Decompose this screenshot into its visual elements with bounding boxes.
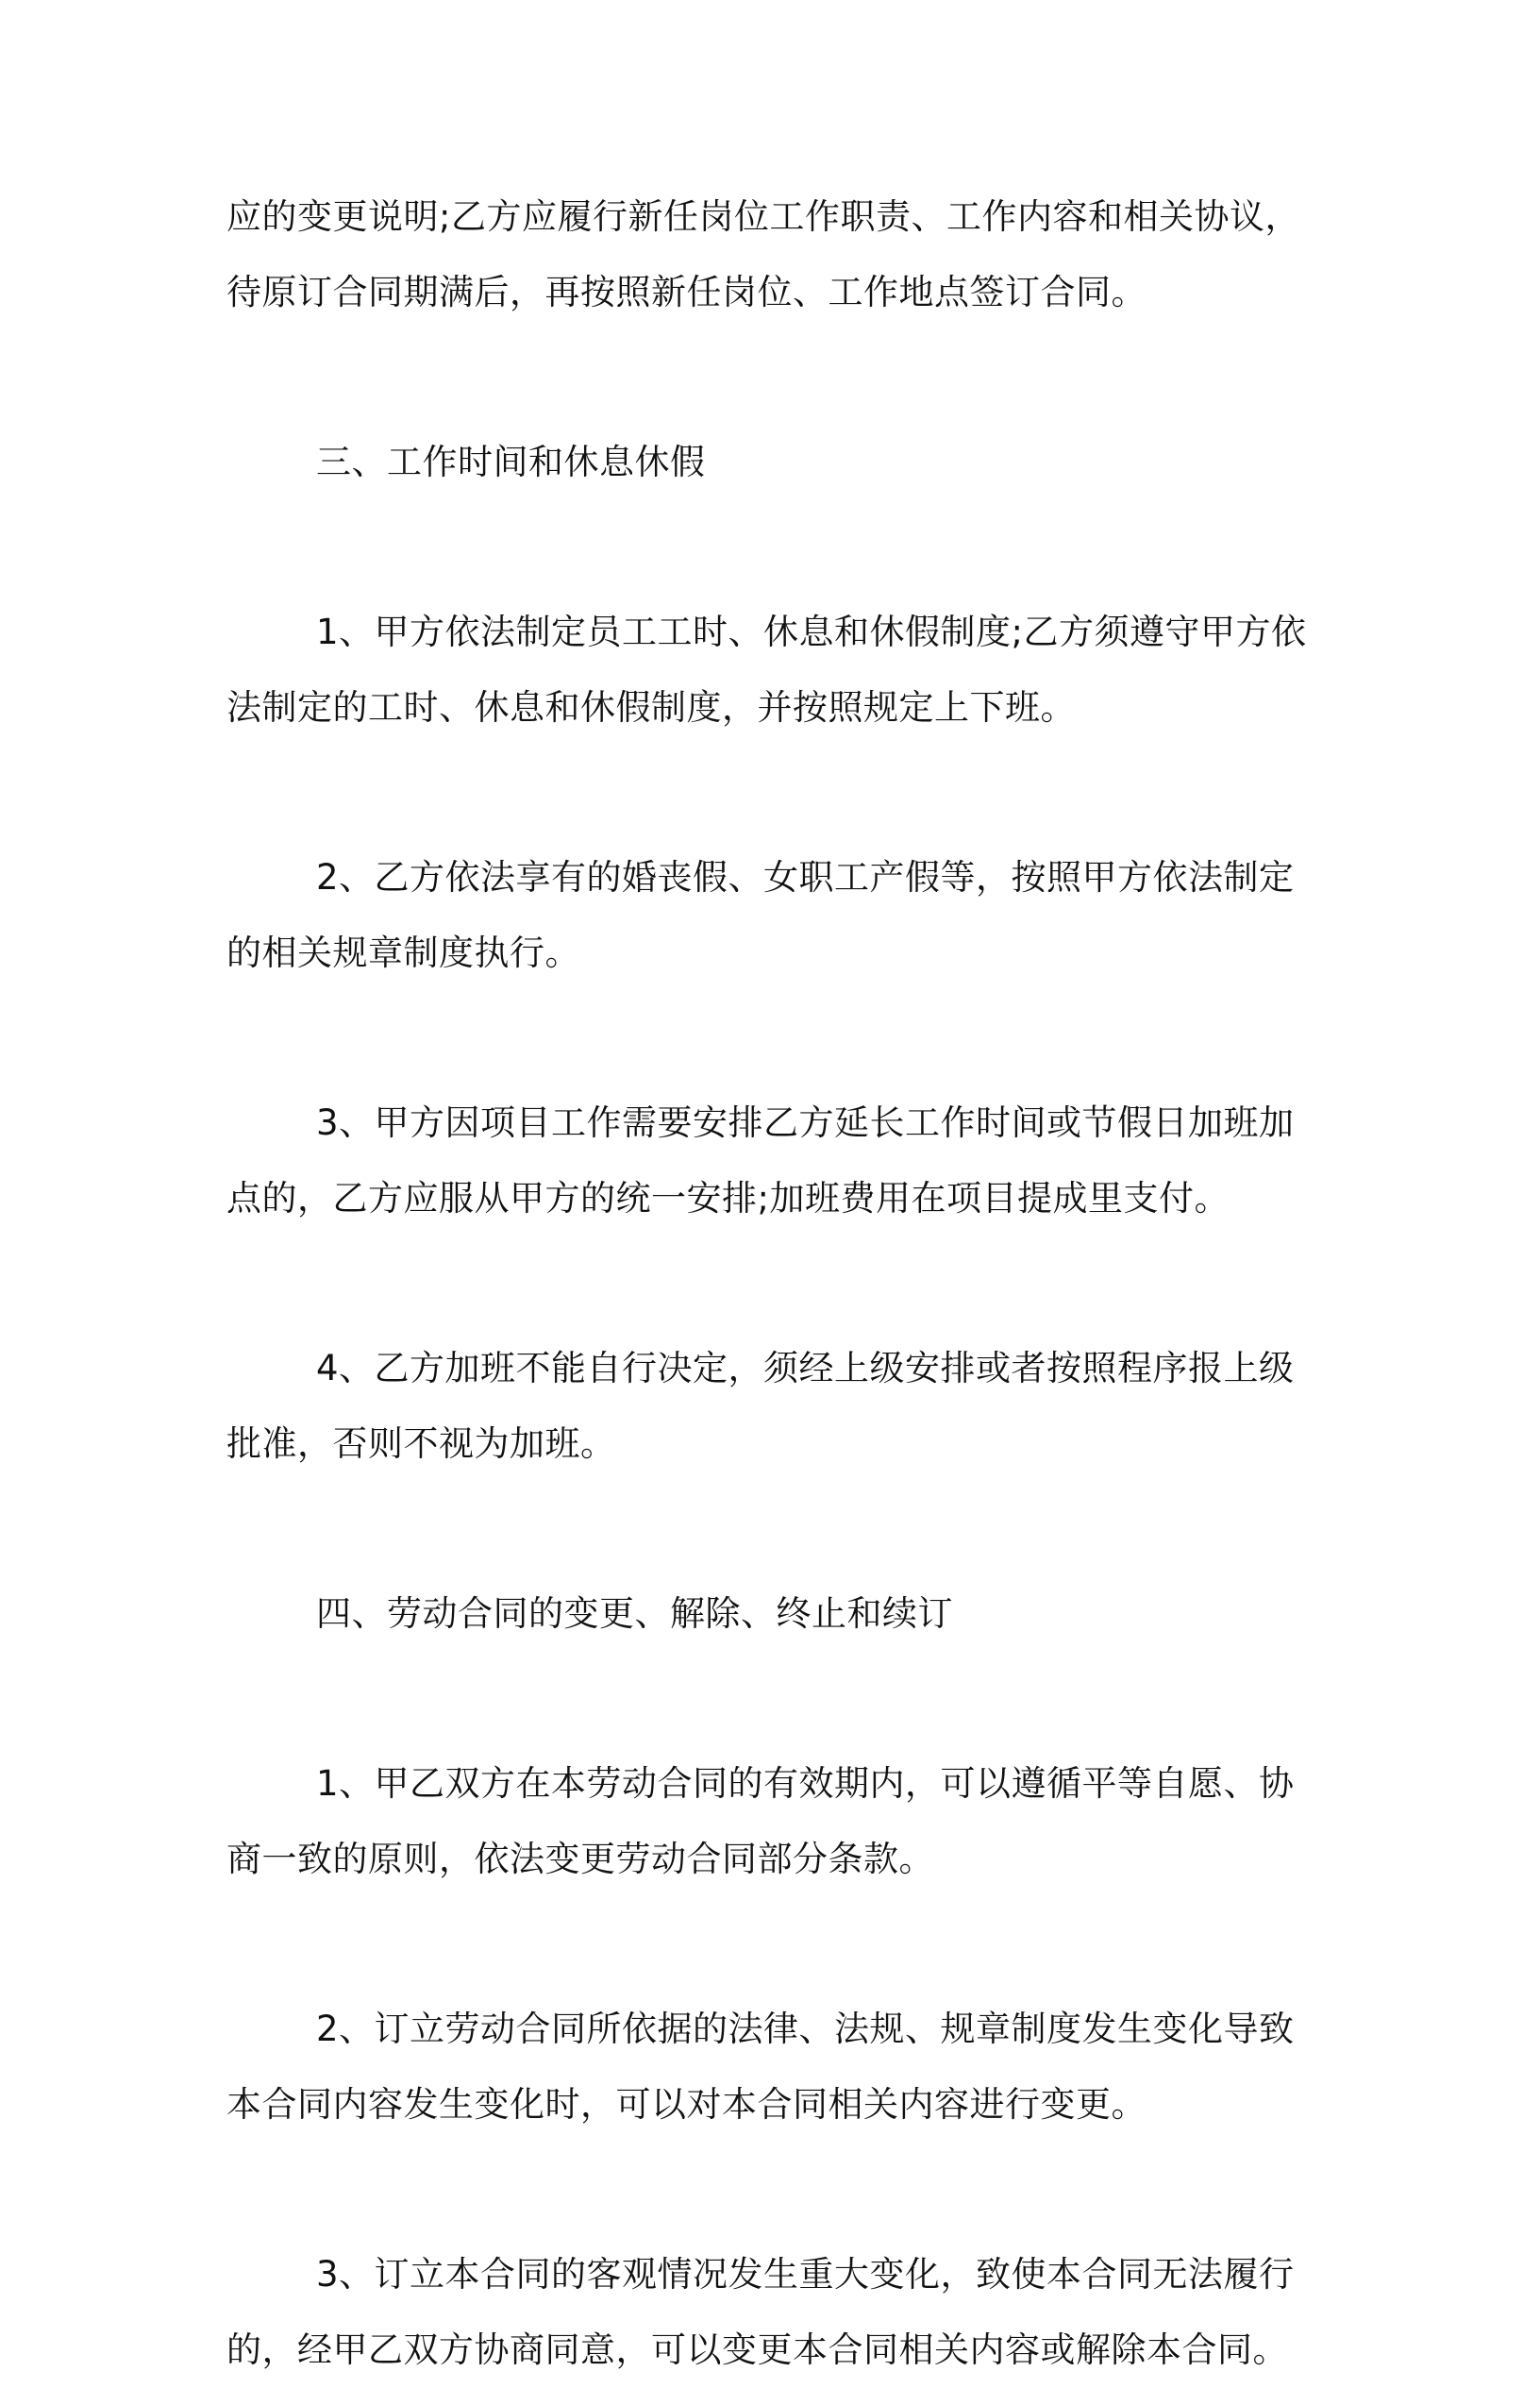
document-page — [226, 179, 1307, 2388]
text-line: 的相关规章制度执行。 — [226, 933, 580, 973]
text-line: 商一致的原则，依法变更劳动合同部分条款。 — [226, 1839, 934, 1879]
text-line: 2、乙方依法享有的婚丧假、女职工产假等，按照甲方依法制定 — [316, 857, 1295, 898]
text-line: 本合同内容发生变化时，可以对本合同相关内容进行变更。 — [226, 2084, 1147, 2125]
text-line: 的，经甲乙双方协商同意，可以变更本合同相关内容或解除本合同。 — [226, 2329, 1288, 2370]
text-line: 4、乙方加班不能自行决定，须经上级安排或者按照程序报上级 — [316, 1348, 1295, 1388]
text-line: 1、甲乙双方在本劳动合同的有效期内，可以遵循平等自愿、协 — [316, 1763, 1295, 1804]
paragraph-3-2 — [226, 840, 1295, 991]
paragraph-3-1 — [226, 595, 1307, 746]
text-line: 3、甲方因项目工作需要安排乙方延长工作时间或节假日加班加 — [316, 1102, 1295, 1143]
text-line: 点的，乙方应服从甲方的统一安排;加班费用在项目提成里支付。 — [226, 1178, 1230, 1219]
heading-line: 三、工作时间和休息休假 — [316, 442, 706, 482]
paragraph-4-1 — [226, 1746, 1295, 1897]
section-heading-3 — [226, 425, 1295, 500]
text-line: 1、甲方依法制定员工工时、休息和休假制度;乙方须遵守甲方依 — [316, 612, 1307, 652]
text-line: 法制定的工时、休息和休假制度，并按照规定上下班。 — [226, 687, 1076, 728]
section-heading-4 — [226, 1576, 1295, 1652]
paragraph-4-2 — [226, 1992, 1295, 2143]
text-line: 待原订合同期满后，再按照新任岗位、工作地点签订合同。 — [226, 272, 1147, 312]
paragraph-4-3 — [226, 2237, 1295, 2388]
text-line: 批准，否则不视为加班。 — [226, 1423, 616, 1464]
paragraph-3-4 — [226, 1331, 1295, 1482]
paragraph-continuation — [226, 179, 1300, 330]
heading-line: 四、劳动合同的变更、解除、终止和续订 — [316, 1593, 953, 1634]
paragraph-3-3 — [226, 1085, 1295, 1236]
text-line: 应的变更说明;乙方应履行新任岗位工作职责、工作内容和相关协议， — [226, 196, 1300, 237]
text-line: 3、订立本合同的客观情况发生重大变化，致使本合同无法履行 — [316, 2254, 1295, 2295]
text-line: 2、订立劳动合同所依据的法律、法规、规章制度发生变化导致 — [316, 2009, 1295, 2049]
